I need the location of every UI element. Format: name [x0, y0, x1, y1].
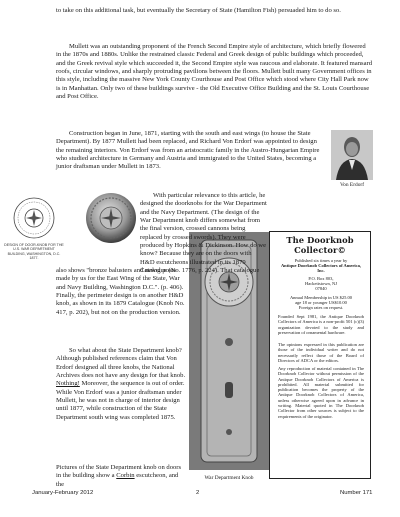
masthead-org-name: Antique Doorknob Collectors of America, Inc. [280, 263, 362, 274]
masthead-box [269, 231, 371, 479]
war-knob-caption: War Department Knob [204, 475, 254, 481]
corbin-text-start: Pictures of the State Department knob on doors in the building show a [56, 464, 182, 480]
catalog-knob-icon [12, 196, 56, 240]
paragraph-doorknobs-wrap: With particular relevance to this article, he designed the doorknobs for the War Department and the Navy Department. (The design of the War Department knob differs somewhat from the final version, crossed cannons being replaced by crossed swords). They were produced by Hopkins & Dickinson. How do we know? Because they are on the doors with H&D escutcheons illustrated in its 1879 Catalogue (No. 1776, p. 224). That catalogue [140, 192, 267, 275]
masthead-founded: Founded Sept 1981, the Antique Doorknob Collectors of America is a non-profit 501 (c)(3) organization devoted to the study and preservation of ornamental hardware. [278, 314, 364, 335]
state-knob-text-rest: Moreover, the sequence is out of order. While Von Erdorf was a junior draftsman under Mullett, he was not in charge of interior design until 1877, while construction of the State Department south wing was completed 1875. [56, 380, 185, 421]
masthead-opinions: The opinions expressed in this publication are those of the individual writer and do not necessarily reflect those of the Board of Directors of ADCA or the editors. [278, 342, 364, 363]
corbin-emphasis: Corbin [116, 472, 135, 480]
masthead-city: Hackettstown, NJ [305, 281, 337, 286]
paragraph-state-knob [56, 347, 186, 422]
masthead-reproduction: Any reproduction of material contained in The Doorknob Collector without permission of the Antique Doorknob Collectors of America is prohibited. All material submitted for publication becomes the property of the Antique Doorknob Collectors of America, unless otherwise agreed upon in advance in writing. Material quoted in The Doorknob Collector from other sources is subject to the requirements of the originator. [278, 366, 364, 419]
masthead-po-box: P.O. Box 803, [308, 276, 334, 281]
paragraph-corbin [56, 464, 186, 489]
masthead-youth-rate: age 18 or younger US$10.00 [295, 300, 347, 305]
von-erdorf-portrait [331, 130, 373, 180]
paragraph-intro: to take on this additional task, but eventually the Secretary of State (Hamilton Fish) persuaded him to do so. [56, 7, 341, 14]
catalog-knob-drawing [12, 196, 56, 240]
catalog-caption: DESIGN OF DOOR-KNOB FOR THE U.S. WAR DEPARTMENT BUILDING, WASHINGTON, D.C. 1877. [4, 243, 64, 261]
masthead-membership: Annual Membership in US $25.00 [289, 295, 353, 300]
state-knob-text: So what about the State Department knob? Although published references claim that Von Erdorf designed all three knobs, the National Archives does not have any design for that knob. [56, 347, 186, 380]
paragraph-construction: Construction began in June, 1871, starting with the south and east wings (to house the State Department). By 1877 Mullett had been replaced, and Richard Von Erdorf was appointed to design the remaining interiors. Von Erdorf was from an aristocratic family in the Austro-Hungarian Empire who studied architecture in Germany and Austria and immigrated to the United States, becoming a junior draftsman under Mullett in 1873. [56, 130, 320, 171]
masthead-zip: 07840 [315, 286, 327, 291]
knob-top-icon [85, 192, 137, 244]
paragraph-balusters: also shows "bronze balusters and newel posts made by us for the East Wing of the State, War and Navy Building, Washington D.C.". (p. 406). Finally, the perimeter design is on another H&D knob, as shown in its 1879 Catalogue (Knob No. 417, p. 202), but not on the production version. [56, 267, 185, 316]
masthead-publisher-line: Published six times a year by [294, 258, 348, 263]
footer-issue-number: Number 171 [340, 490, 373, 496]
portrait-caption: Von Erdorf [339, 182, 364, 188]
portrait-figure [331, 130, 373, 180]
footer-issue-date: January-February 2012 [32, 490, 94, 496]
nothing-emphasis: Nothing! [56, 380, 80, 388]
masthead-title: The Doorknob Collector© [286, 235, 354, 255]
doorknob-photo-top [85, 192, 137, 244]
masthead-foreign-rate: Foreign rates on request. [298, 305, 344, 310]
paragraph-second-empire: Mullett was an outstanding proponent of the French Second Empire style of architecture, which briefly flowered in the 1870s and 1880s. Unlike the restrained classic Federal and Greek design of public buildings which proceeded, and the Greek revival style which succeeded it, the Second Empire style was raucous and elaborate. It featured mansard roofs, circular windows, and sharply protruding pavilions between the floors. Mullett built many Government offices in this style, including the massive New York County Courthouse and Post Office which stood where City Hall Park now is in Manhattan. Only two of these buildings survive - the Old Executive Office Building and the St. Louis Courthouse and Post Office. [56, 43, 373, 101]
corbin-text-end: escutcheon, and the [56, 472, 179, 488]
footer-page-number: 2 [196, 490, 200, 496]
